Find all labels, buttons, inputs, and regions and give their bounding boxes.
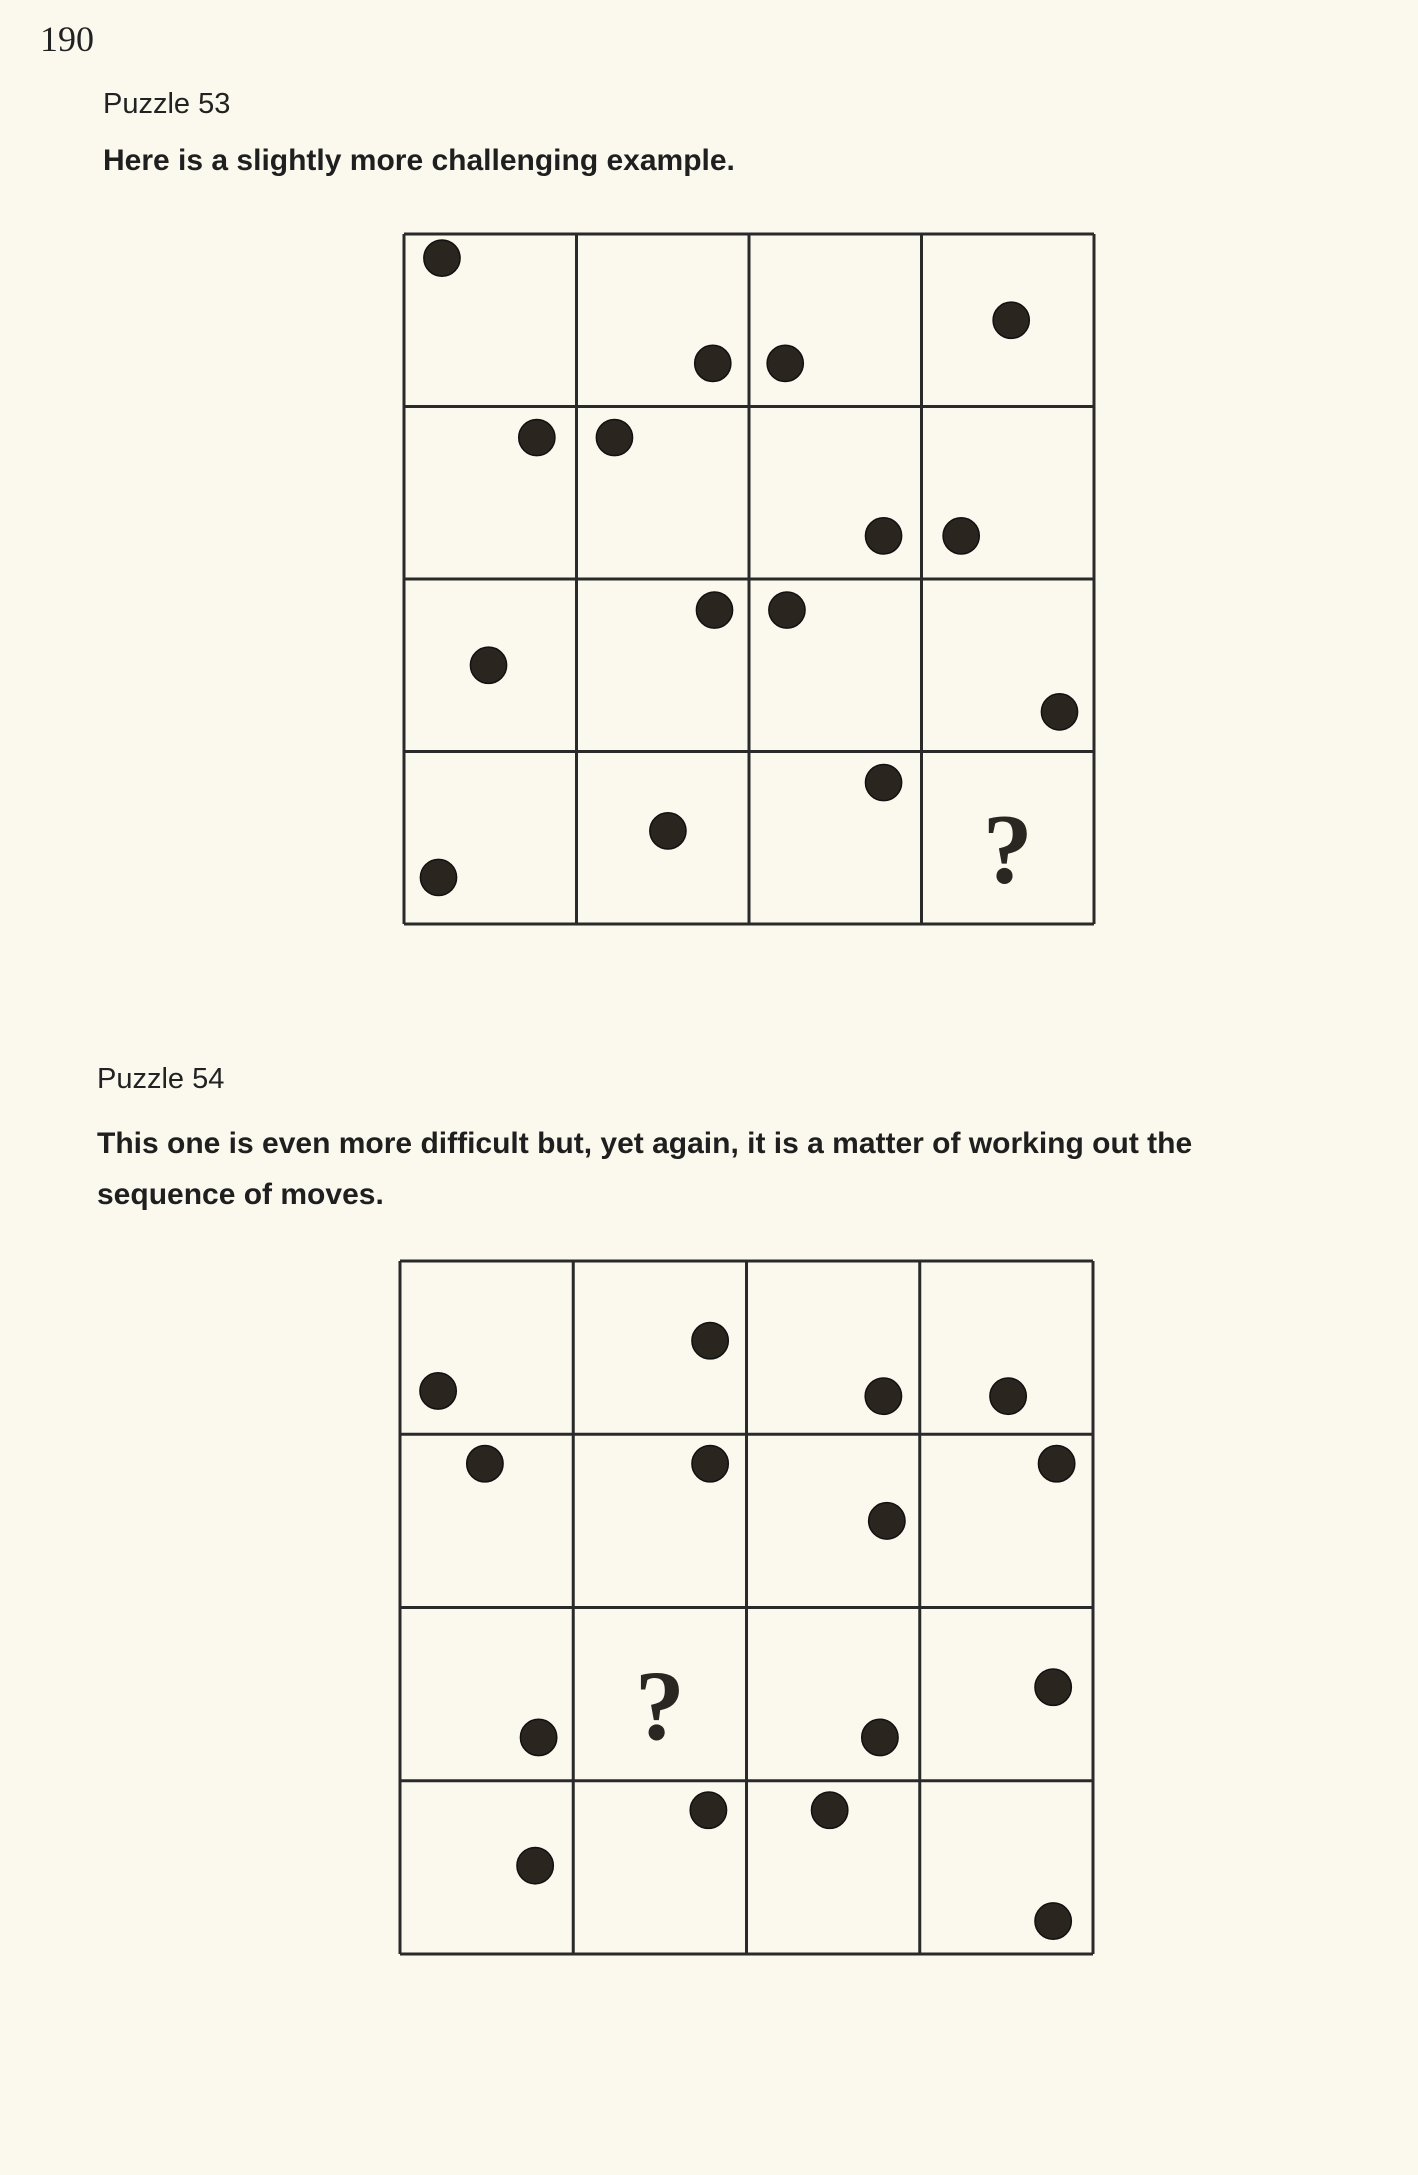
puzzle-53-dot-r2-c3 [1041, 694, 1077, 730]
puzzle-53-dot-r2-c1 [696, 592, 732, 628]
puzzle-54-dot-r3-c1 [690, 1792, 726, 1828]
puzzle-53-dot-r2-c0 [470, 647, 506, 683]
puzzle-54-dot-r1-c3 [1038, 1446, 1074, 1482]
puzzle-54-dot-r2-c0 [520, 1719, 556, 1755]
puzzle-54-text-line-2: sequence of moves. [97, 1178, 384, 1211]
puzzle-54-dot-r0-c2 [865, 1378, 901, 1414]
puzzle-53-dot-r1-c1 [596, 419, 632, 455]
puzzle-54-text-line-1: This one is even more difficult but, yet again, it is a matter of working out the [97, 1127, 1193, 1160]
puzzle-54-dot-r1-c2 [869, 1503, 905, 1539]
puzzle-53-dot-r2-c2 [769, 592, 805, 628]
puzzle-54-dot-r3-c3 [1035, 1903, 1071, 1939]
puzzle-54-grid [400, 1261, 1093, 1954]
puzzle-53-dot-r0-c0 [424, 240, 460, 276]
puzzle-54-text [97, 1118, 1347, 1220]
puzzle-53-title: Puzzle 53 [103, 88, 231, 120]
puzzle-54-question-mark: ? [634, 1650, 685, 1762]
puzzle-54-title: Puzzle 54 [97, 1063, 225, 1095]
puzzle-54-dot-r2-c3 [1035, 1669, 1071, 1705]
puzzle-54-dot-r3-c0 [517, 1847, 553, 1883]
puzzle-54-dot-r1-c1 [692, 1446, 728, 1482]
puzzle-53-dot-r3-c1 [650, 813, 686, 849]
puzzle-54-dot-r0-c0 [420, 1373, 456, 1409]
puzzle-54-dot-r2-c2 [862, 1719, 898, 1755]
puzzle-53-grid [404, 234, 1094, 924]
puzzle-53-dot-r1-c3 [943, 518, 979, 554]
puzzle-53-dot-r0-c2 [767, 345, 803, 381]
puzzle-54-dot-r3-c2 [811, 1792, 847, 1828]
puzzle-53-question-mark: ? [982, 793, 1033, 905]
puzzle-53-dot-r0-c3 [993, 302, 1029, 338]
puzzle-54-dot-r1-c0 [467, 1446, 503, 1482]
puzzle-53-dot-r3-c2 [865, 764, 901, 800]
puzzle-54-dot-r0-c3 [990, 1378, 1026, 1414]
puzzle-54-dot-r0-c1 [692, 1323, 728, 1359]
puzzle-53-text: Here is a slightly more challenging example. [103, 144, 735, 177]
puzzle-53-dot-r1-c0 [519, 419, 555, 455]
page-number: 190 [40, 19, 94, 59]
puzzle-53-dot-r3-c0 [420, 859, 456, 895]
puzzle-53-dot-r1-c2 [865, 518, 901, 554]
puzzle-53-dot-r0-c1 [695, 345, 731, 381]
